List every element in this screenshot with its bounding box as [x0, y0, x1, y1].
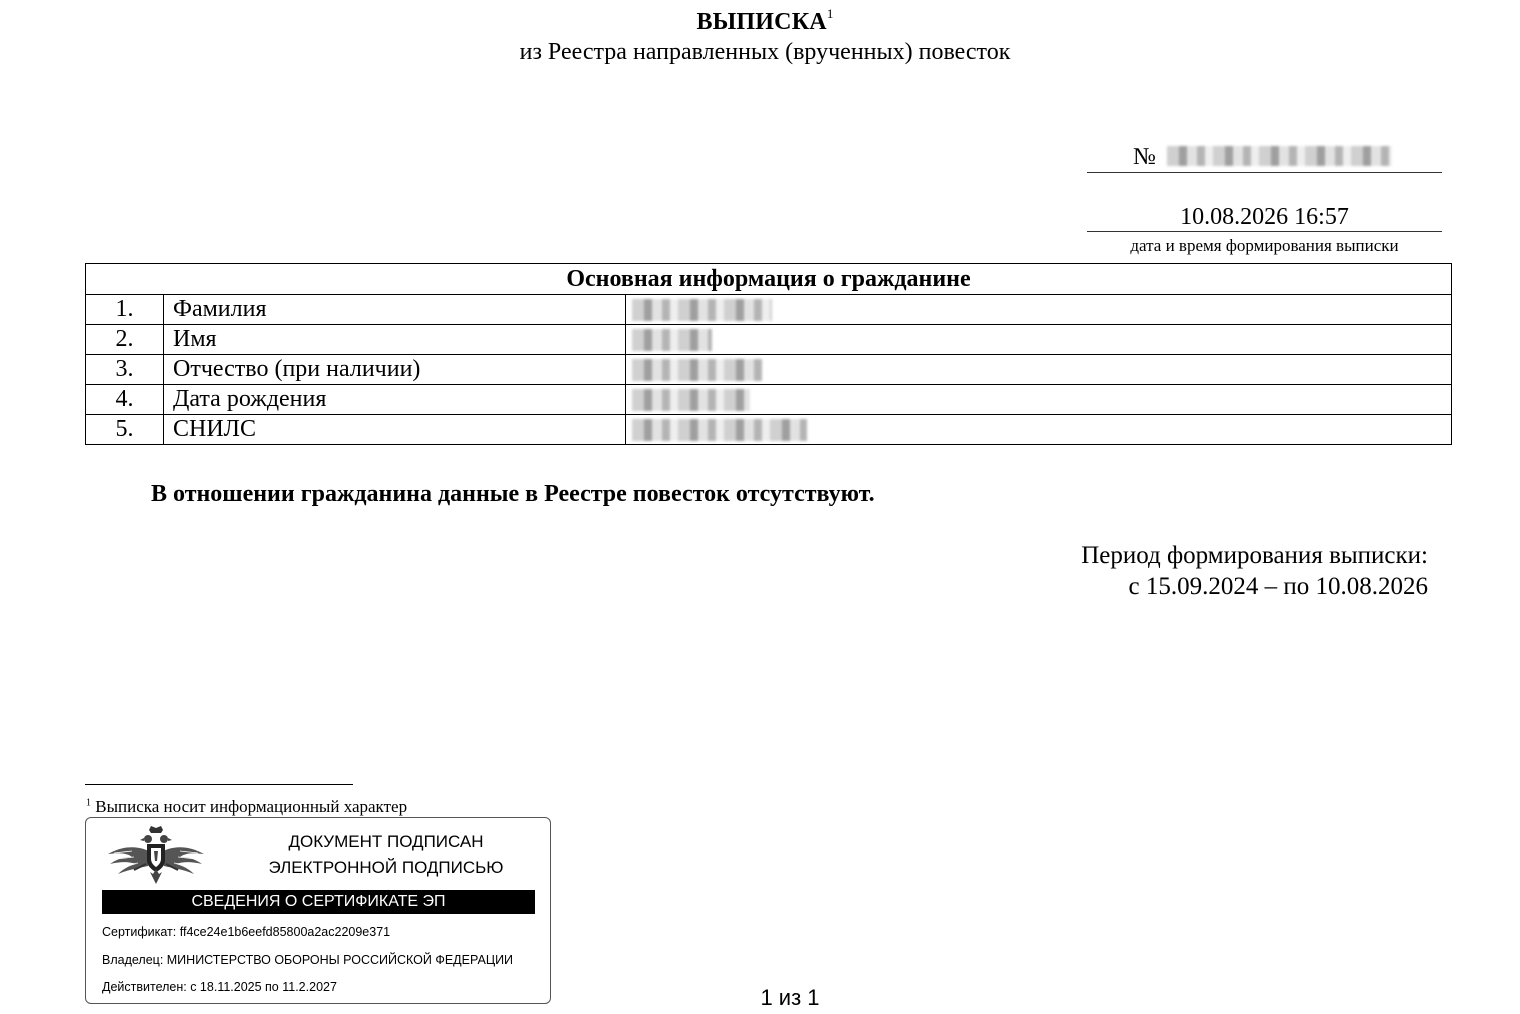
redacted-value: [632, 329, 712, 351]
row-value-patronymic: [626, 355, 1452, 385]
double-headed-eagle-emblem-icon: [104, 824, 208, 886]
row-number: 1.: [86, 295, 164, 325]
row-number: 5.: [86, 415, 164, 445]
row-value-surname: [626, 295, 1452, 325]
footnote-divider: [85, 784, 353, 785]
document-title-text: ВЫПИСКА: [696, 9, 827, 35]
period-range: с 15.09.2024 – по 10.08.2026: [1128, 573, 1428, 600]
certificate-info-bar: СВЕДЕНИЯ О СЕРТИФИКАТЕ ЭП: [102, 890, 535, 914]
row-value-name: [626, 325, 1452, 355]
footnote: [86, 797, 407, 817]
document-number-field: [1087, 140, 1442, 173]
row-label-surname: Фамилия: [164, 295, 626, 325]
title-footnote-mark: 1: [826, 6, 834, 21]
redacted-value: [632, 419, 807, 441]
stamp-heading-line2: ЭЛЕКТРОННОЙ ПОДПИСЬЮ: [268, 858, 504, 877]
row-label-patronymic: Отчество (при наличии): [164, 355, 626, 385]
stamp-heading-line1: ДОКУМЕНТ ПОДПИСАН: [288, 832, 484, 851]
row-label-name: Имя: [164, 325, 626, 355]
generation-datetime-value: 10.08.2026 16:57: [1180, 204, 1349, 230]
table-row: [86, 295, 1452, 325]
registry-notice: В отношении гражданина данные в Реестре повесток отсутствуют.: [151, 481, 875, 507]
table-row: [86, 325, 1452, 355]
period-label: Период формирования выписки:: [1081, 542, 1428, 569]
table-row: [86, 355, 1452, 385]
table-header: Основная информация о гражданине: [86, 264, 1452, 295]
table-row: [86, 415, 1452, 445]
generation-datetime-caption: дата и время формирования выписки: [1130, 236, 1399, 255]
table-row: [86, 385, 1452, 415]
redacted-document-number: [1167, 146, 1392, 166]
table-header-row: [86, 264, 1452, 295]
electronic-signature-stamp: [85, 817, 551, 1004]
certificate-validity: Действителен: с 18.11.2025 по 11.2.2027: [102, 980, 337, 994]
generation-datetime-field: [1087, 200, 1442, 232]
document-subtitle: из Реестра направленных (врученных) повесток: [519, 39, 1011, 65]
redacted-value: [632, 389, 750, 411]
row-label-birthdate: Дата рождения: [164, 385, 626, 415]
document-title: [0, 8, 1520, 36]
row-number: 4.: [86, 385, 164, 415]
number-sign-label: №: [1133, 144, 1156, 170]
page-number: 1 из 1: [760, 985, 820, 1010]
certificate-owner: Владелец: МИНИСТЕРСТВО ОБОРОНЫ РОССИЙСКОЙ ФЕДЕРАЦИИ: [102, 953, 514, 967]
footnote-mark: 1: [86, 797, 91, 809]
footnote-text: Выписка носит информационный характер: [95, 797, 408, 816]
row-label-snils: СНИЛС: [164, 415, 626, 445]
row-number: 2.: [86, 325, 164, 355]
row-value-birthdate: [626, 385, 1452, 415]
row-value-snils: [626, 415, 1452, 445]
certificate-id: Сертификат: ff4ce24e1b6eefd85800a2ac2209e371: [102, 925, 391, 939]
redacted-value: [632, 299, 772, 321]
row-number: 3.: [86, 355, 164, 385]
period-block: [1081, 540, 1428, 602]
citizen-info-table: [85, 263, 1452, 445]
redacted-value: [632, 359, 762, 381]
